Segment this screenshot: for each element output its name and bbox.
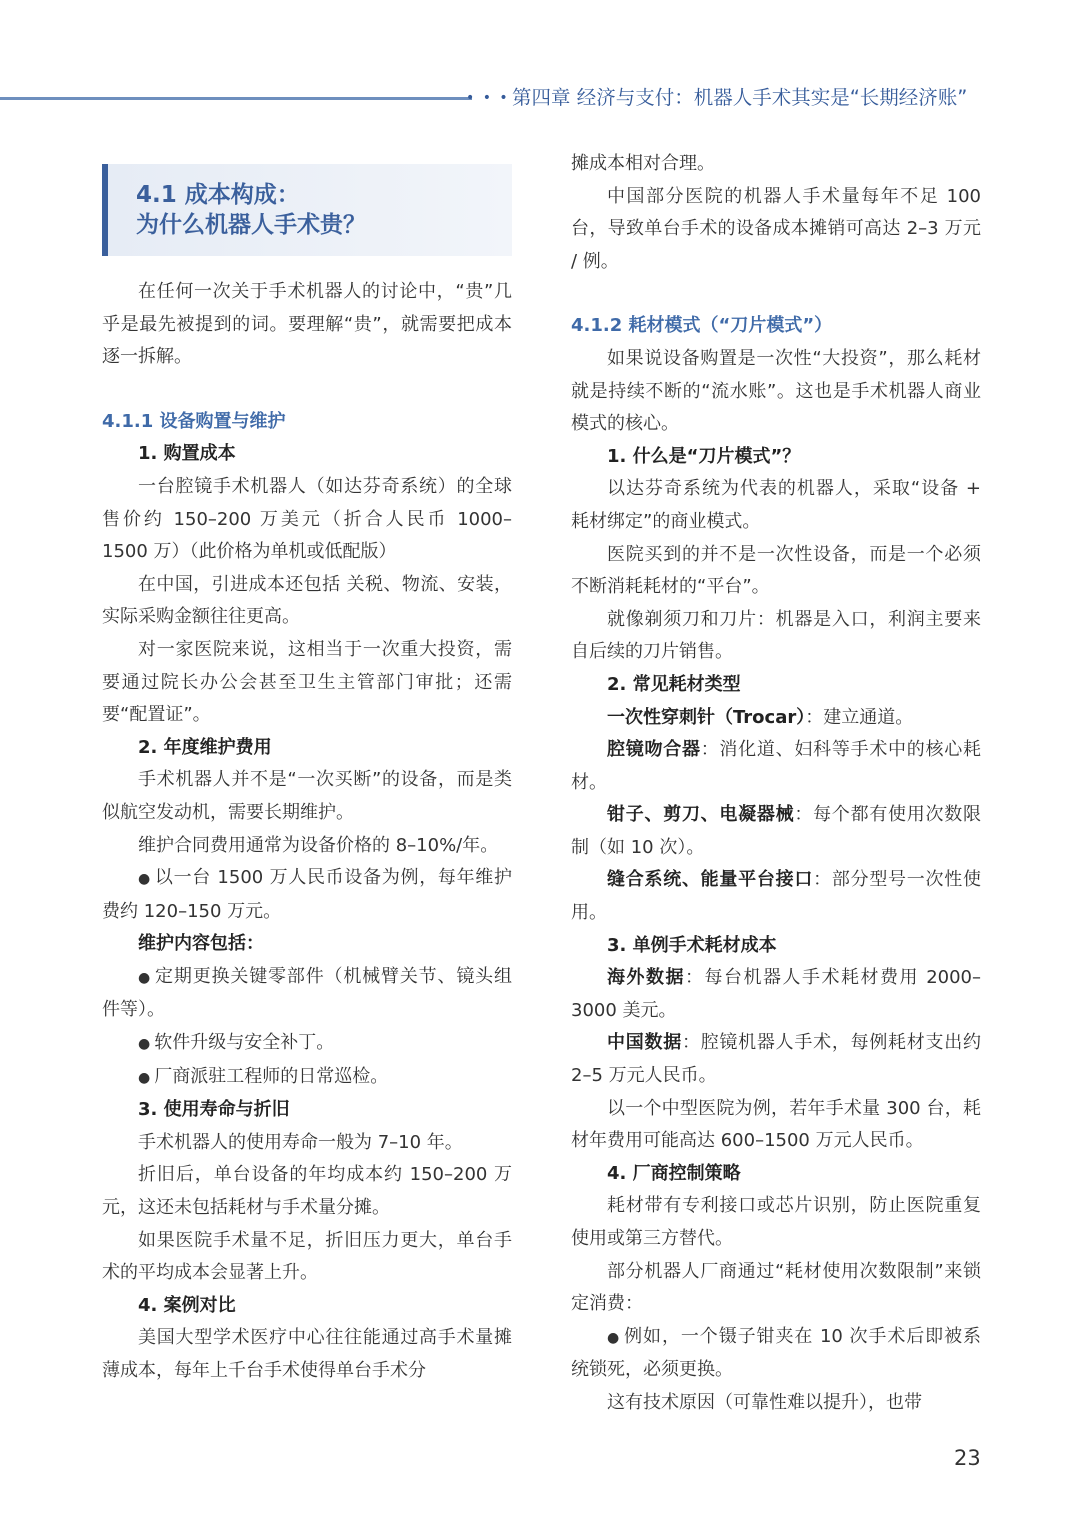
consumable-item: 一次性穿刺针（Trocar）：建立通道。 — [607, 706, 914, 728]
bullet-item: ● 软件升级与安全补丁。 — [138, 1032, 335, 1054]
subsection-heading: 4.1.1 设备购置与维护 — [102, 410, 286, 432]
heading-cost-per-case: 3. 单例手术耗材成本 — [607, 934, 777, 956]
bullet-item: ● 例如，一个镊子钳夹在 10 次手术后即被系统锁死，必须更换。 — [571, 1325, 981, 1381]
paragraph: 耗材带有专利接口或芯片识别，防止医院重复使用或第三方替代。 — [571, 1195, 981, 1249]
header-dots: • • • — [466, 90, 510, 106]
consumable-item: 钳子、剪刀、电凝器械：每个都有使用次数限制（如 10 次）。 — [571, 804, 982, 858]
paragraph: 手术机器人的使用寿命一般为 7–10 年。 — [138, 1131, 463, 1153]
paragraph: 维护合同费用通常为设备价格的 8–10%/年。 — [138, 834, 499, 856]
bullet-item: ● 定期更换关键零部件（机械臂关节、镜头组件等）。 — [102, 965, 512, 1021]
paragraph: 如果医院手术量不足，折旧压力更大，单台手术的平均成本会显著上升。 — [102, 1229, 512, 1284]
bullet-item: ● 厂商派驻工程师的日常巡检。 — [138, 1065, 389, 1087]
page-number: 23 — [954, 1446, 981, 1470]
heading-purchase-cost: 1. 购置成本 — [138, 443, 236, 465]
paragraph: 以达芬奇系统为代表的机器人，采取“设备 + 耗材绑定”的商业模式。 — [571, 478, 981, 532]
bullet-dot-icon: ● — [138, 1036, 151, 1053]
heading-maintenance: 2. 年度维护费用 — [138, 736, 272, 758]
bullet-dot-icon: ● — [607, 1329, 621, 1346]
paragraph-continued: 摊成本相对合理。 — [571, 153, 715, 174]
left-column — [102, 164, 512, 1388]
paragraph: 在中国，引进成本还包括 关税、物流、安装，实际采购金额往往更高。 — [102, 573, 512, 628]
paragraph: 部分机器人厂商通过“耗材使用次数限制”来锁定消费： — [571, 1260, 981, 1315]
paragraph: 以一个中型医院为例，若年手术量 300 台，耗材年费用可能高达 600–1500 万元人民币。 — [571, 1097, 981, 1152]
heading-consumable-types: 2. 常见耗材类型 — [607, 673, 741, 695]
right-column — [571, 148, 981, 1420]
heading-vendor-strategy: 4. 厂商控制策略 — [607, 1162, 741, 1184]
paragraph: 一台腔镜手术机器人（如达芬奇系统）的全球售价约 150–200 万美元（折合人民币 1000–1500 万）（此价格为单机或低配版） — [102, 475, 512, 563]
bullet-item: ● 以一台 1500 万人民币设备为例，每年维护费约 120–150 万元。 — [102, 867, 512, 922]
heading-case-comparison: 4. 案例对比 — [138, 1294, 236, 1316]
paragraph: 对一家医院来说，这相当于一次重大投资，需要通过院长办公会甚至卫生主管部门审批；还需要“配置证”。 — [102, 638, 512, 726]
paragraph: 这有技术原因（可靠性难以提升），也带 — [607, 1391, 922, 1413]
section-title-line1: 4.1 成本构成： — [136, 182, 300, 208]
consumable-item: 缝合系统、能量平台接口：部分型号一次性使用。 — [571, 869, 982, 924]
maintenance-label: 维护内容包括： — [138, 933, 264, 955]
section-title-box — [102, 164, 512, 256]
data-item: 中国数据：腔镜机器人手术，每例耗材支出约 2–5 万元人民币。 — [571, 1032, 982, 1087]
header-rule — [0, 97, 472, 100]
bullet-dot-icon: ● — [138, 871, 151, 888]
intro-paragraph: 在任何一次关于手术机器人的讨论中，“贵”几乎是最先被提到的词。要理解“贵”，就需要把成本逐一拆解。 — [102, 281, 512, 368]
heading-blade-model: 1. 什么是“刀片模式”？ — [607, 445, 801, 467]
paragraph: 手术机器人并不是“一次买断”的设备，而是类似航空发动机，需要长期维护。 — [102, 769, 512, 823]
paragraph: 折旧后，单台设备的年均成本约 150–200 万元，这还未包括耗材与手术量分摊。 — [102, 1164, 512, 1219]
consumable-item: 腔镜吻合器：消化道、妇科等手术中的核心耗材。 — [571, 739, 982, 793]
heading-lifespan: 3. 使用寿命与折旧 — [138, 1099, 290, 1121]
paragraph: 美国大型学术医疗中心往往能通过高手术量摊薄成本，每年上千台手术使得单台手术分 — [102, 1327, 512, 1381]
bullet-dot-icon: ● — [138, 1069, 151, 1086]
paragraph: 中国部分医院的机器人手术量每年不足 100 台，导致单台手术的设备成本摊销可高达 2–3 万元 / 例。 — [571, 185, 981, 272]
paragraph: 如果说设备购置是一次性“大投资”，那么耗材就是持续不断的“流水账”。这也是手术机器人商业模式的核心。 — [571, 347, 981, 435]
paragraph: 医院买到的并不是一次性设备，而是一个必须不断消耗耗材的“平台”。 — [571, 543, 981, 598]
chapter-title: 第四章 经济与支付：机器人手术其实是“长期经济账” — [512, 86, 968, 109]
data-item: 海外数据：每台机器人手术耗材费用 2000–3000 美元。 — [571, 967, 982, 1021]
section-title-line2: 为什么机器人手术贵？ — [136, 212, 366, 238]
paragraph: 就像剃须刀和刀片：机器是入口，利润主要来自后续的刀片销售。 — [571, 608, 981, 663]
bullet-dot-icon: ● — [138, 969, 152, 986]
subsection-heading: 4.1.2 耗材模式（“刀片模式”） — [571, 315, 833, 337]
